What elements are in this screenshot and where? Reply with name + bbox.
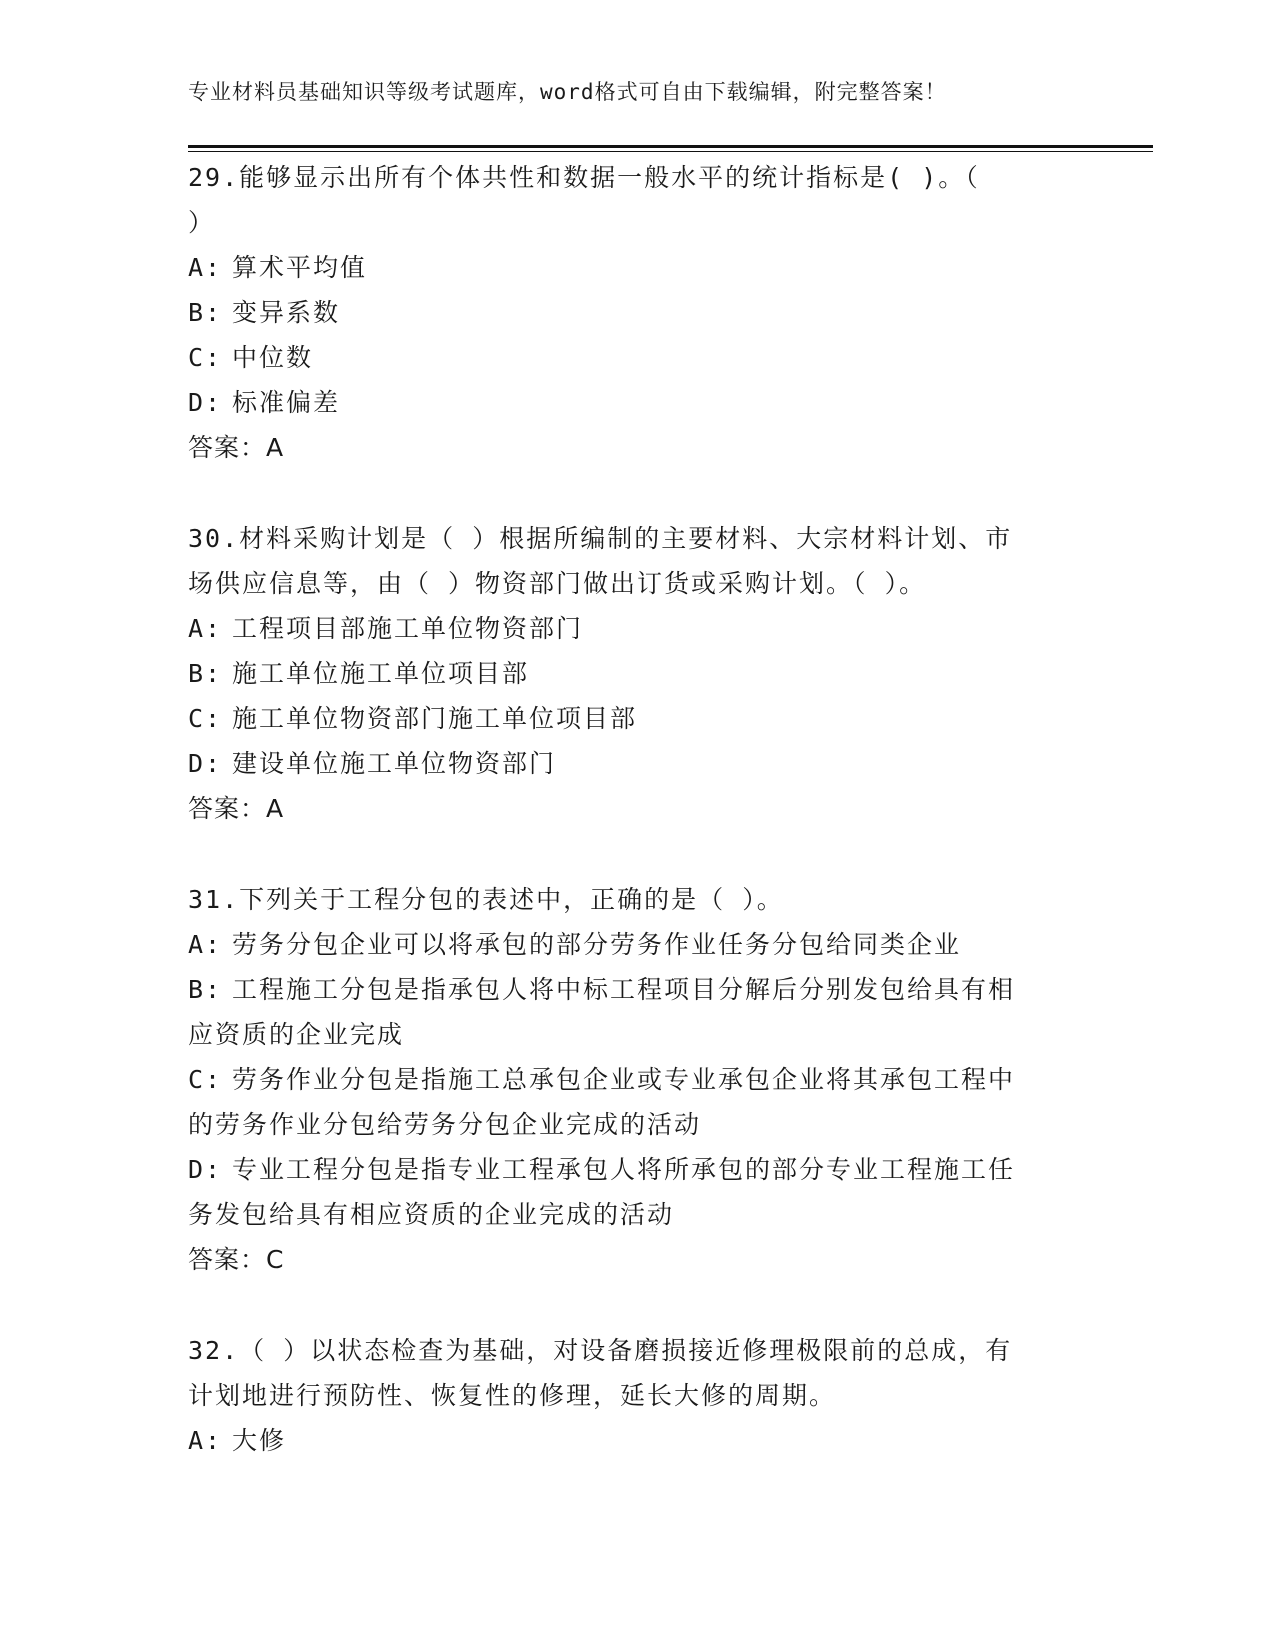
header-divider-thin: [188, 151, 1153, 152]
option-key: A:: [188, 614, 223, 643]
option-key: A:: [188, 253, 223, 282]
option-line: [188, 651, 1088, 696]
option-text: 劳务分包企业可以将承包的部分劳务作业任务分包给同类企业: [232, 930, 962, 959]
option-line: [188, 741, 1088, 786]
option-line: [188, 1147, 1088, 1192]
option-line: [188, 606, 1088, 651]
option-key: D:: [188, 388, 223, 417]
option-text: 务发包给具有相应资质的企业完成的活动: [188, 1200, 675, 1229]
question-spacer: [188, 831, 1088, 877]
question-stem-line: 29.能够显示出所有个体共性和数据一般水平的统计指标是( )。（: [188, 163, 980, 192]
question-spacer: [188, 470, 1088, 516]
question-block: [188, 155, 1088, 470]
option-text: 的劳务作业分包给劳务分包企业完成的活动: [188, 1110, 702, 1139]
option-text: 工程施工分包是指承包人将中标工程项目分解后分别发包给具有相: [232, 975, 1016, 1004]
option-text: 变异系数: [232, 298, 341, 327]
option-line: [188, 1102, 1088, 1147]
question-list: [188, 155, 1088, 1463]
option-line: [188, 1418, 1088, 1463]
question-stem-line: 场供应信息等，由（ ）物资部门做出订货或采购计划。（ ）。: [188, 569, 927, 598]
option-key: B:: [188, 659, 223, 688]
option-key: B:: [188, 975, 223, 1004]
header-divider-thick: [188, 145, 1153, 148]
question-spacer: [188, 1282, 1088, 1328]
question-block: [188, 877, 1088, 1282]
question-block: [188, 1328, 1088, 1463]
option-text: 工程项目部施工单位物资部门: [232, 614, 584, 643]
option-text: 专业工程分包是指专业工程承包人将所承包的部分专业工程施工任: [232, 1155, 1016, 1184]
option-text: 中位数: [232, 343, 314, 372]
option-line: [188, 967, 1088, 1012]
question-block: [188, 516, 1088, 831]
option-key: D:: [188, 749, 223, 778]
option-line: [188, 245, 1088, 290]
option-key: A:: [188, 930, 223, 959]
question-stem-line: ）: [188, 208, 216, 237]
option-line: [188, 290, 1088, 335]
option-line: [188, 380, 1088, 425]
answer-line: 答案：C: [188, 1245, 285, 1274]
option-key: C:: [188, 343, 223, 372]
option-text: 应资质的企业完成: [188, 1020, 405, 1049]
option-text: 施工单位物资部门施工单位项目部: [232, 704, 638, 733]
option-line: [188, 922, 1088, 967]
option-key: C:: [188, 1065, 223, 1094]
option-key: B:: [188, 298, 223, 327]
option-line: [188, 1057, 1088, 1102]
option-text: 施工单位施工单位项目部: [232, 659, 530, 688]
option-line: [188, 335, 1088, 380]
option-line: [188, 1192, 1088, 1237]
page-header: 专业材料员基础知识等级考试题库，word格式可自由下载编辑，附完整答案！: [188, 80, 947, 104]
answer-line: 答案：A: [188, 794, 285, 823]
option-text: 建设单位施工单位物资部门: [232, 749, 557, 778]
option-text: 算术平均值: [232, 253, 368, 282]
answer-line: 答案：A: [188, 433, 285, 462]
question-stem-line: 计划地进行预防性、恢复性的修理，延长大修的周期。: [188, 1381, 837, 1410]
question-stem-line: 30.材料采购计划是（ ）根据所编制的主要材料、大宗材料计划、市: [188, 524, 1013, 553]
question-stem-line: 32.（ ）以状态检查为基础，对设备磨损接近修理极限前的总成，有: [188, 1336, 1013, 1365]
option-line: [188, 696, 1088, 741]
question-stem-line: 31.下列关于工程分包的表述中，正确的是（ ）。: [188, 885, 784, 914]
option-text: 大修: [232, 1426, 287, 1455]
option-line: [188, 1012, 1088, 1057]
option-key: D:: [188, 1155, 223, 1184]
option-text: 标准偏差: [232, 388, 341, 417]
option-text: 劳务作业分包是指施工总承包企业或专业承包企业将其承包工程中: [232, 1065, 1016, 1094]
option-key: A:: [188, 1426, 223, 1455]
option-key: C:: [188, 704, 223, 733]
